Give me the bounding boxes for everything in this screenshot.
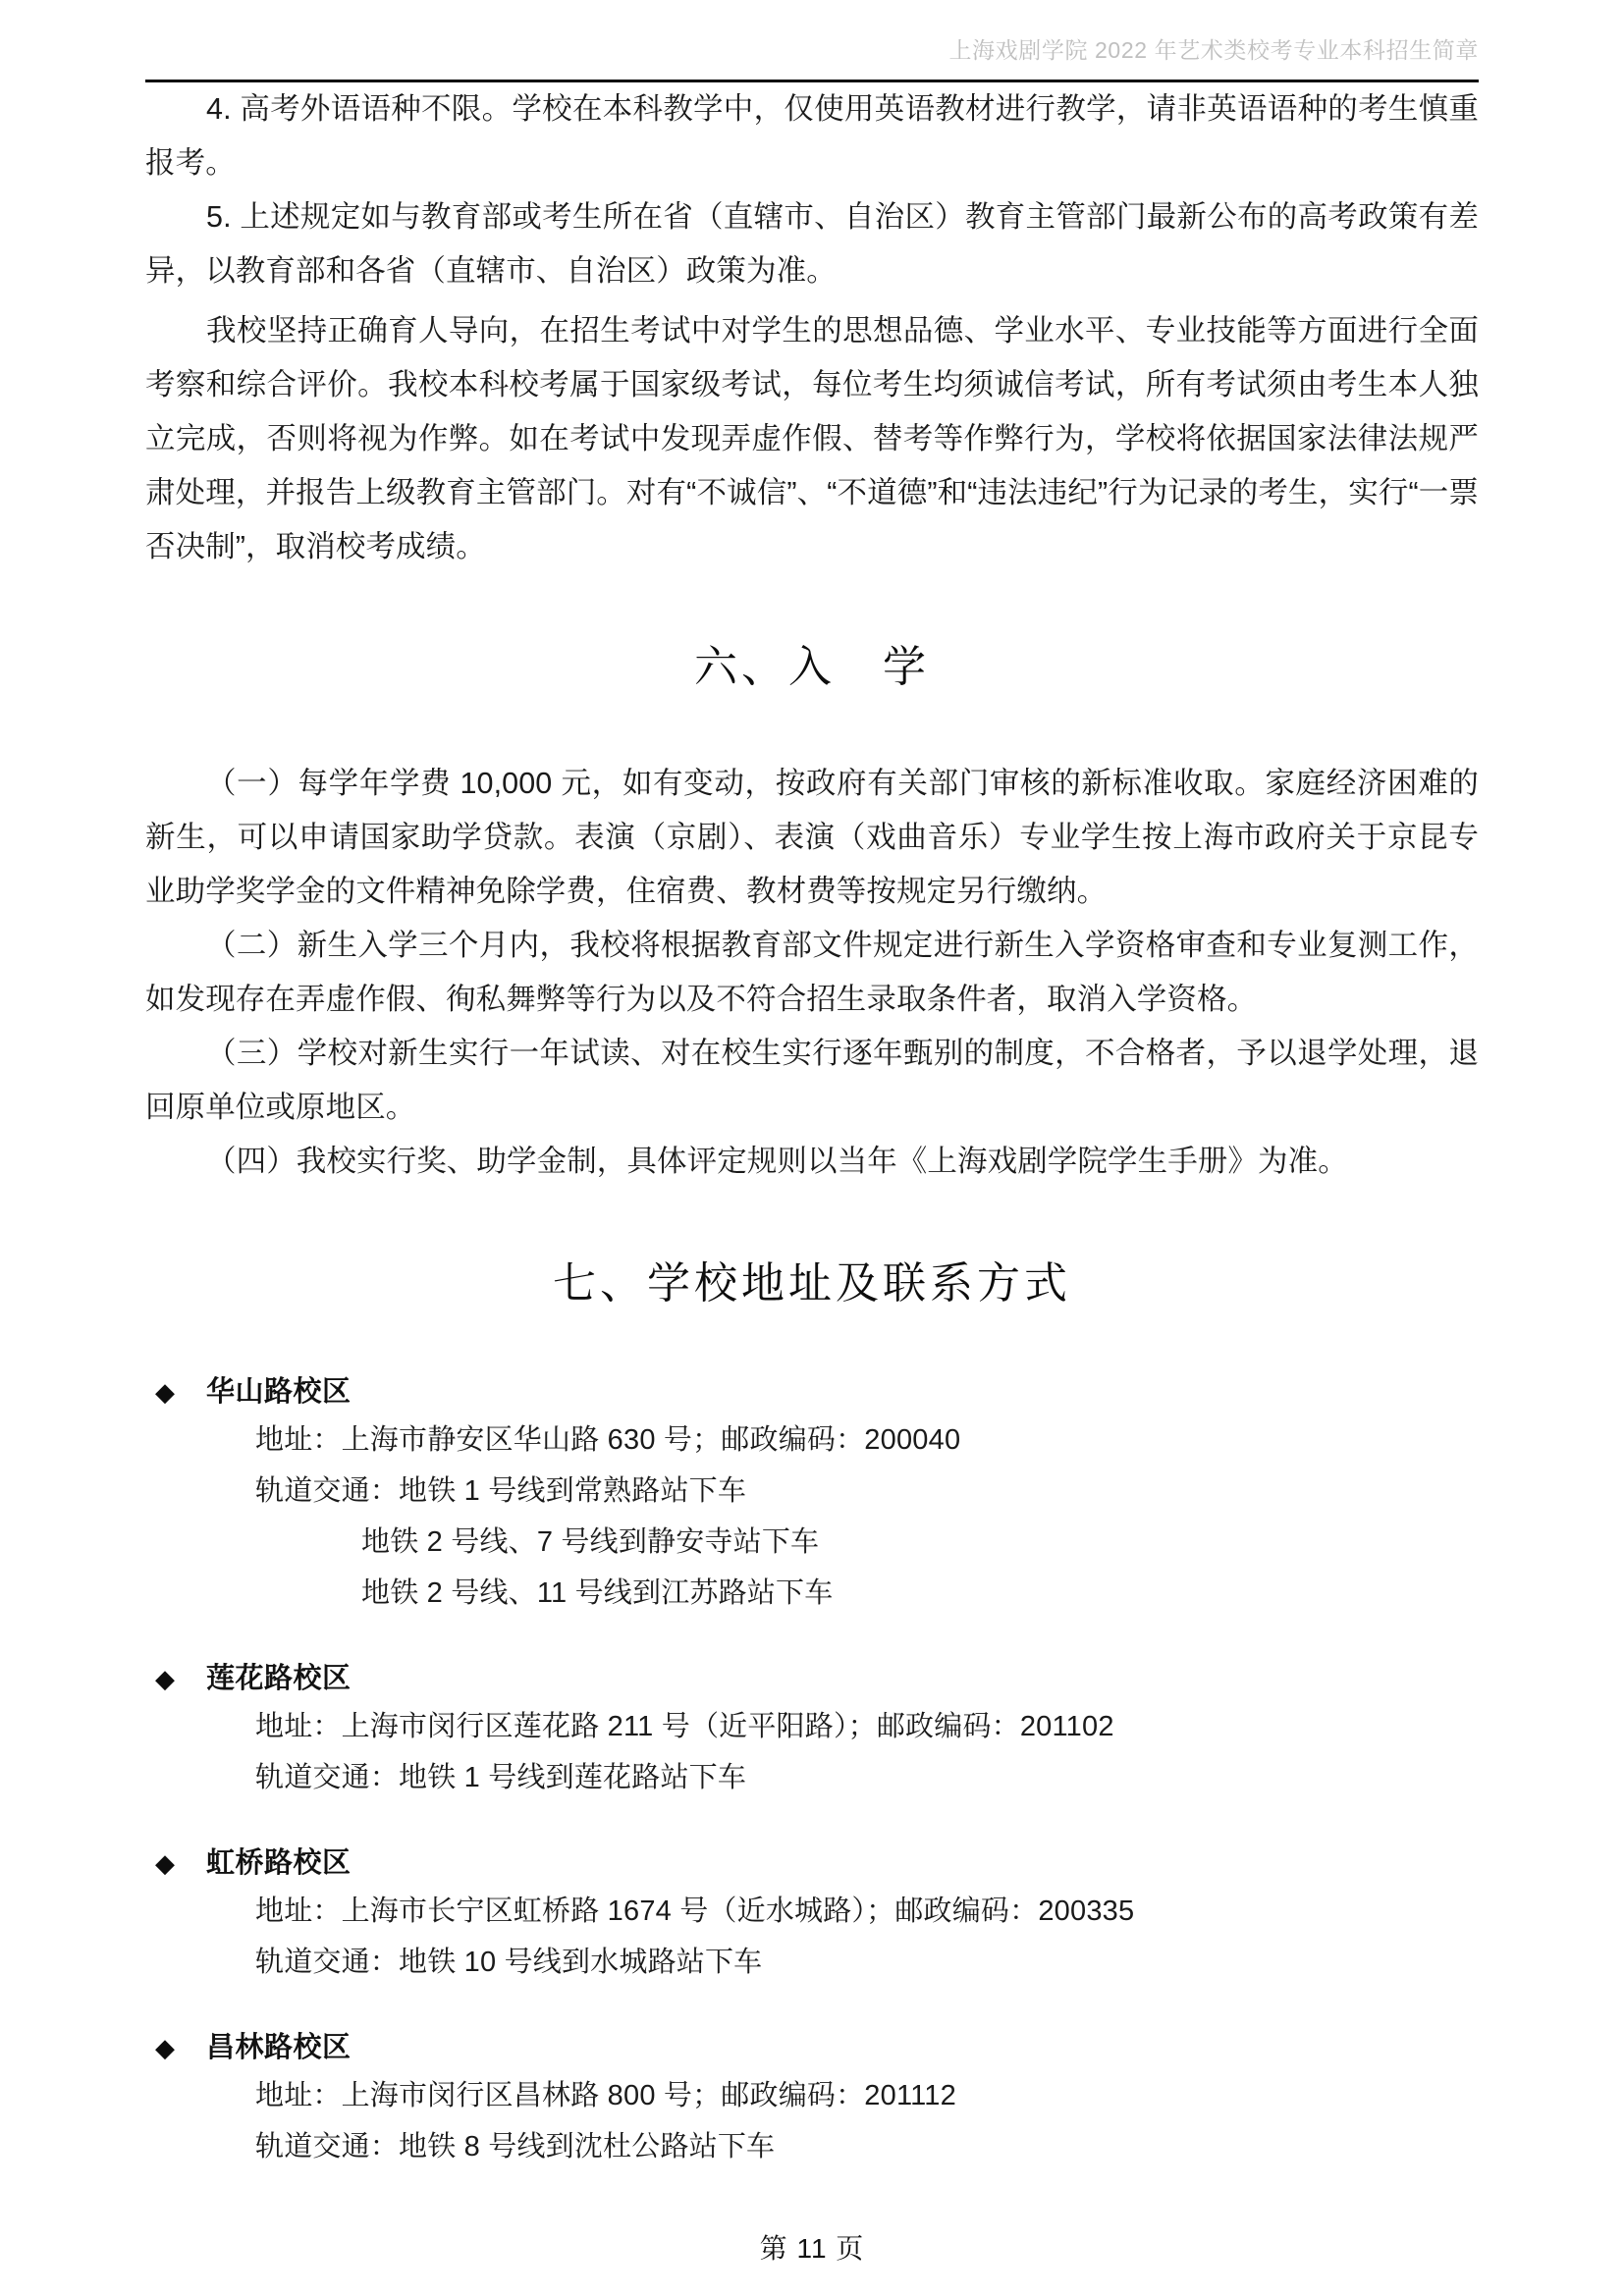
campus-transit: 轨道交通：地铁 8 号线到沈杜公路站下车 xyxy=(255,2131,776,2163)
section-six-heading-block xyxy=(145,633,1479,702)
paragraph-integrity: 我校坚持正确育人导向，在招生考试中对学生的思想品德、学业水平、专业技能等方面进行全面考察和综合评价。我校本科校考属于国家级考试，每位考生均须诚信考试，所有考试须由考生本人独立完成，否则将视为作弊。如在考试中发现弄虚作假、替考等作弊行为，学校将依据国家法律法规严肃处理，并报告上级教育主管部门。对有“不诚信”、“不道德”和“违法违纪”行为记录的考生，实行“一票否决制”，取消校考成绩。 xyxy=(145,314,1479,563)
section-six-paragraph-2: （二）新生入学三个月内，我校将根据教育部文件规定进行新生入学资格审查和专业复测工作，如发现存在弄虚作假、徇私舞弊等行为以及不符合招生录取条件者，取消入学资格。 xyxy=(145,929,1479,1016)
campus-address: 地址：上海市闵行区莲花路 211 号（近平阳路）；邮政编码：201102 xyxy=(255,1711,1114,1742)
campus-transit: 轨道交通：地铁 1 号线到常熟路站下车 xyxy=(255,1475,747,1507)
campus-header xyxy=(155,1841,1479,1886)
section-six-title: 六、入 学 xyxy=(694,643,930,691)
campus-name: 虹桥路校区 xyxy=(206,1847,352,1879)
campus-address: 地址：上海市长宁区虹桥路 1674 号（近水城路）；邮政编码：200335 xyxy=(255,1896,1135,1927)
section-seven-title: 七、学校地址及联系方式 xyxy=(553,1259,1071,1308)
campus-block xyxy=(145,1656,1479,1803)
campus-block xyxy=(145,1369,1479,1619)
diamond-bullet-icon: ◆ xyxy=(155,1377,175,1407)
campus-header xyxy=(155,1656,1479,1701)
document-body xyxy=(145,82,1479,2210)
paragraph-item-4: 4. 高考外语语种不限。学校在本科教学中，仅使用英语教材进行教学，请非英语语种的考生慎重报考。 xyxy=(145,92,1479,180)
diamond-bullet-icon: ◆ xyxy=(155,1848,175,1878)
campus-transit-extra: 地铁 2 号线、11 号线到江苏路站下车 xyxy=(361,1577,834,1609)
running-title: 上海戏剧学院 2022 年艺术类校考专业本科招生简章 xyxy=(948,37,1479,63)
campus-transit: 轨道交通：地铁 10 号线到水城路站下车 xyxy=(255,1947,763,1978)
campus-address: 地址：上海市静安区华山路 630 号；邮政编码：200040 xyxy=(255,1424,961,1456)
campus-transit-extra: 地铁 2 号线、7 号线到静安寺站下车 xyxy=(361,1526,820,1558)
section-six-paragraph-3: （三）学校对新生实行一年试读、对在校生实行逐年甄别的制度，不合格者，予以退学处理，退回原单位或原地区。 xyxy=(145,1037,1479,1124)
campus-header xyxy=(155,1369,1479,1415)
section-seven-heading-block xyxy=(145,1250,1479,1318)
page-number: 第 11 页 xyxy=(759,2233,865,2264)
diamond-bullet-icon: ◆ xyxy=(155,2033,175,2062)
campus-block xyxy=(145,2025,1479,2172)
campus-transit: 轨道交通：地铁 1 号线到莲花路站下车 xyxy=(255,1762,747,1793)
diamond-bullet-icon: ◆ xyxy=(155,1664,175,1693)
campus-block xyxy=(145,1841,1479,1988)
campus-list xyxy=(145,1369,1479,2172)
campus-name: 莲花路校区 xyxy=(206,1663,352,1694)
section-six-paragraph-4: （四）我校实行奖、助学金制，具体评定规则以当年《上海戏剧学院学生手册》为准。 xyxy=(206,1145,1348,1178)
campus-header xyxy=(155,2025,1479,2070)
paragraph-item-5: 5. 上述规定如与教育部或考生所在省（直辖市、自治区）教育主管部门最新公布的高考政策有差异，以教育部和各省（直辖市、自治区）政策为准。 xyxy=(145,200,1479,288)
campus-name: 华山路校区 xyxy=(206,1376,352,1408)
campus-address: 地址：上海市闵行区昌林路 800 号；邮政编码：201112 xyxy=(255,2080,956,2111)
page-header xyxy=(145,0,1479,82)
section-six-paragraph-1: （一）每学年学费 10,000 元，如有变动，按政府有关部门审核的新标准收取。家庭经济困难的新生，可以申请国家助学贷款。表演（京剧）、表演（戏曲音乐）专业学生按上海市政府关于京昆专业助学奖学金的文件精神免除学费，住宿费、教材费等按规定另行缴纳。 xyxy=(145,767,1479,908)
campus-name: 昌林路校区 xyxy=(206,2032,352,2063)
